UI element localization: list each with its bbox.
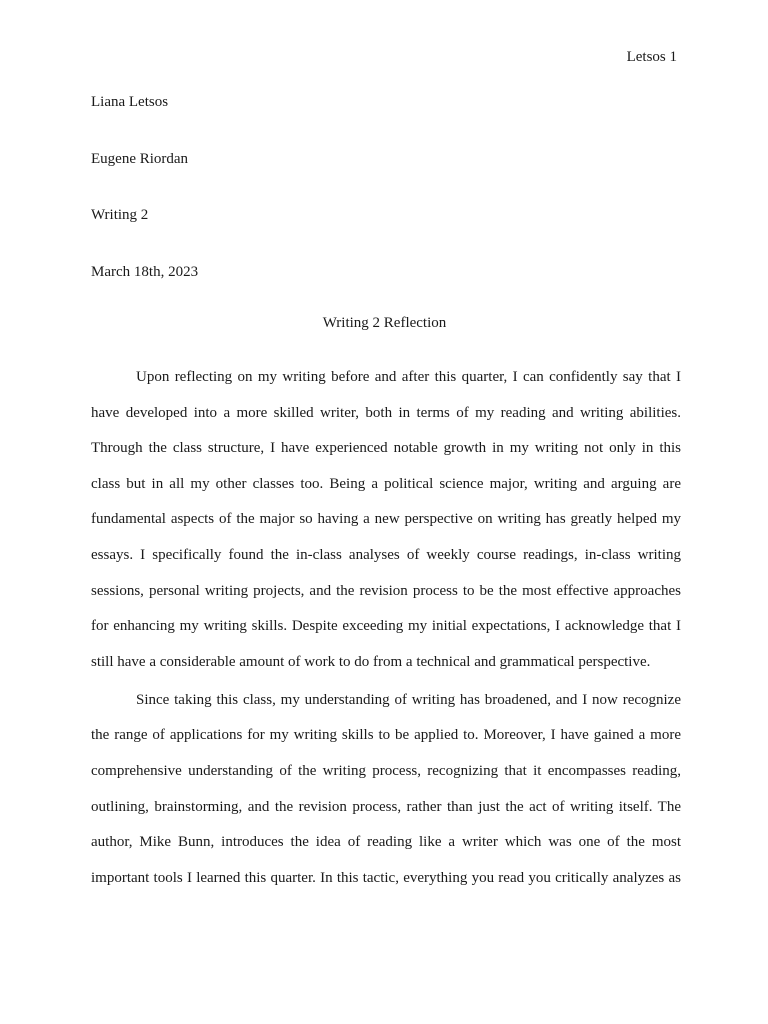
text-line: for enhancing my writing skills. Despite exceeding my initial expectations, I acknowledge that I: [91, 618, 681, 635]
text-line: have developed into a more skilled writer, both in terms of my reading and writing abilities.: [91, 404, 681, 421]
paragraph-2: [91, 690, 681, 888]
instructor-name: Eugene Riordan: [91, 150, 189, 167]
mla-heading: [91, 92, 681, 318]
running-head: Letsos 1: [626, 49, 677, 65]
text-line: Upon reflecting on my writing before and after this quarter, I can confidently say that I: [136, 369, 681, 385]
text-line: the range of applications for my writing skills to be applied to. Moreover, I have gained a more: [91, 727, 681, 744]
text-line: important tools I learned this quarter. In this tactic, everything you read you critically analyzes as: [91, 869, 681, 886]
essay-body: [91, 367, 681, 903]
text-line: author, Mike Bunn, introduces the idea of reading like a writer which was one of the most: [91, 834, 681, 851]
text-line: outlining, brainstorming, and the revision process, rather than just the act of writing itself. The: [91, 798, 681, 815]
text-line: fundamental aspects of the major so having a new perspective on writing has greatly helped my: [91, 511, 681, 528]
essay-title: Writing 2 Reflection: [322, 315, 447, 331]
text-line: Since taking this class, my understanding of writing has broadened, and I now recognize: [136, 691, 681, 708]
text-line: comprehensive understanding of the writing process, recognizing that it encompasses reading,: [91, 762, 681, 779]
paragraph-1: [91, 367, 681, 672]
date: March 18th, 2023: [91, 263, 199, 280]
text-line: class but in all my other classes too. Being a political science major, writing and arguing are: [91, 475, 681, 492]
text-line: still have a considerable amount of work to do from a technical and grammatical perspective.: [91, 653, 651, 670]
text-line: sessions, personal writing projects, and the revision process to be the most effective approaches: [91, 582, 681, 599]
course-name: Writing 2: [91, 207, 149, 224]
text-line: essays. I specifically found the in-class analyses of weekly course readings, in-class writing: [91, 546, 681, 563]
student-name: Liana Letsos: [91, 94, 169, 110]
text-line: Through the class structure, I have experienced notable growth in my writing not only in this: [91, 440, 681, 457]
